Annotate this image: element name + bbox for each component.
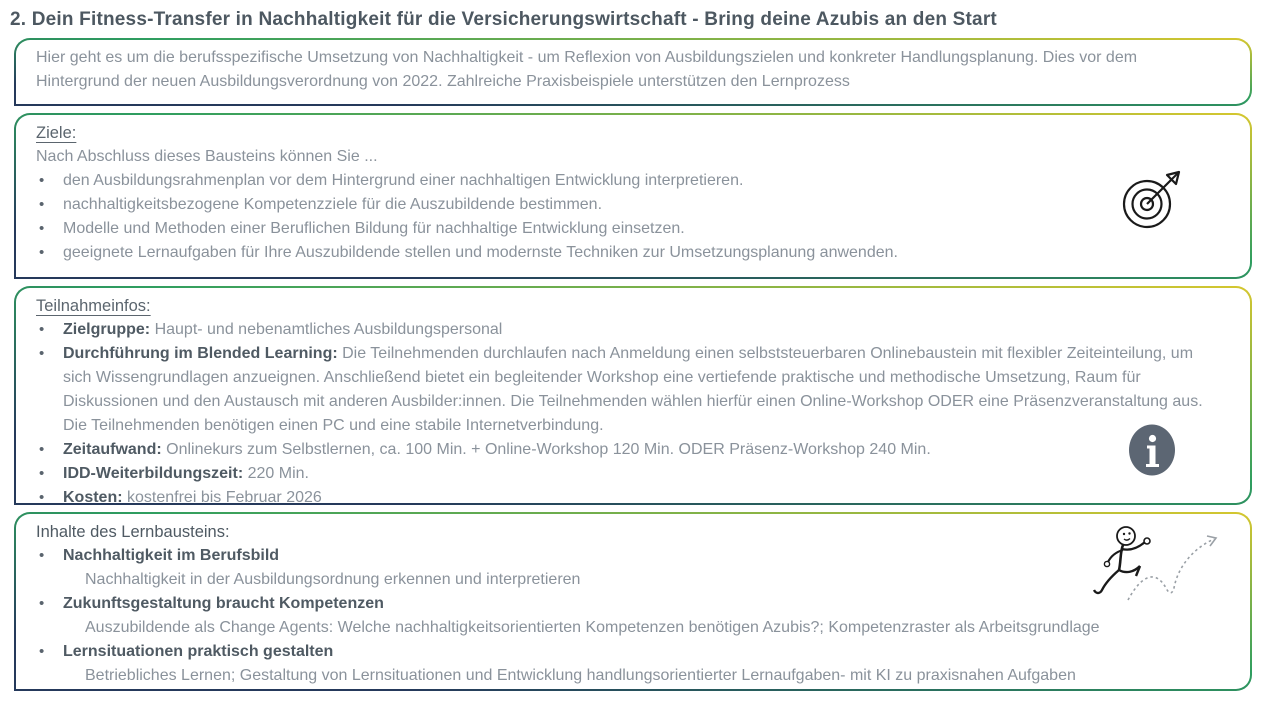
ziele-box-content xyxy=(16,115,1250,277)
item-title: • Lernsituationen praktisch gestalten xyxy=(63,643,334,660)
item-text: Haupt- und nebenamtliches Ausbildungspersonal xyxy=(154,321,503,338)
list-item: • den Ausbildungsrahmenplan vor dem Hintergrund einer nachhaltigen Entwicklung interpretieren. xyxy=(36,169,1224,193)
list-item xyxy=(36,342,1224,438)
intro-box-content xyxy=(16,40,1250,104)
item-text: kostenfrei bis Februar 2026 xyxy=(127,489,322,503)
ziele-intro-line: Nach Abschluss dieses Bausteins können Sie ... xyxy=(36,148,378,165)
item-label: IDD-Weiterbildungszeit: xyxy=(63,465,244,482)
ziele-box xyxy=(14,113,1252,279)
item-title: • Nachhaltigkeit im Berufsbild xyxy=(63,547,280,564)
list-item xyxy=(36,592,1224,640)
item-label: Durchführung im Blended Learning: xyxy=(63,345,338,362)
item-title: • Zukunftsgestaltung braucht Kompetenzen xyxy=(63,595,384,612)
teilnahme-list xyxy=(36,318,1224,503)
item-text: Onlinekurs zum Selbstlernen, ca. 100 Min. + Online-Workshop 120 Min. ODER Präsenz-Workshop 240 Min. xyxy=(166,441,931,458)
inhalte-box-content xyxy=(16,514,1250,689)
inhalte-list xyxy=(36,544,1224,688)
item-label: Zeitaufwand: xyxy=(63,441,162,458)
page-title: 2. Dein Fitness-Transfer in Nachhaltigkeit für die Versicherungswirtschaft - Bring deine Azubis an den Start xyxy=(10,9,997,30)
list-item xyxy=(36,462,1224,486)
ziele-heading: Ziele: xyxy=(36,124,77,142)
item-detail: Betriebliches Lernen; Gestaltung von Lernsituationen und Entwicklung handlungsorientierter Lernaufgaben- mit KI zu praxisnahen Aufgaben xyxy=(85,667,1076,684)
teilnahme-box xyxy=(14,286,1252,505)
list-item xyxy=(36,438,1224,462)
item-text: 220 Min. xyxy=(247,465,309,482)
info-icon xyxy=(1128,424,1176,476)
item-label: Zielgruppe: xyxy=(63,321,151,338)
teilnahme-box-content xyxy=(16,288,1250,503)
list-item xyxy=(36,640,1224,688)
intro-box xyxy=(14,38,1252,106)
item-text: Die Teilnehmenden durchlaufen nach Anmeldung einen selbststeuerbaren Onlinebaustein mit flexibler Zeiteinteilung, um sich Wissengrundlagen anzueignen. Anschließend bietet ein begleitender Workshop eine vertiefende praktische und methodische Umsetzung, Raum für Diskussionen und den Austausch mit anderen Ausbilder:innen. Die Teilnehmenden wählen hierfür einen Online-Workshop ODER eine Präsenzveranstaltung aus. Die Teilnehmenden benötigen einen PC und eine stabile Internetverbindung. xyxy=(63,345,1203,434)
runner-icon xyxy=(1090,518,1226,610)
ziele-list xyxy=(36,169,1224,265)
list-item: • nachhaltigkeitsbezogene Kompetenzziele für die Auszubildende bestimmen. xyxy=(36,193,1224,217)
inhalte-heading: Inhalte des Lernbausteins: xyxy=(36,523,230,541)
item-detail: Auszubildende als Change Agents: Welche nachhaltigkeitsorientierten Kompetenzen benötigen Azubis?; Kompetenzraster als Arbeitsgrundlage xyxy=(85,619,1100,636)
list-item xyxy=(36,544,1224,592)
list-item xyxy=(36,486,1224,503)
list-item xyxy=(36,318,1224,342)
intro-text: Hier geht es um die berufsspezifische Umsetzung von Nachhaltigkeit - um Reflexion von Ausbildungszielen und konkreter Handlungsplanung. Dies vor dem Hintergrund der neuen Ausbildungsverordnung von 2022. Zahlreiche Praxisbeispiele unterstützen den Lernprozess xyxy=(36,49,1138,90)
inhalte-box xyxy=(14,512,1252,691)
item-label: Kosten: xyxy=(63,489,123,503)
list-item: • Modelle und Methoden einer Beruflichen Bildung für nachhaltige Entwicklung einsetzen. xyxy=(36,217,1224,241)
target-icon xyxy=(1120,167,1184,231)
teilnahme-heading: Teilnahmeinfos: xyxy=(36,297,151,315)
item-detail: Nachhaltigkeit in der Ausbildungsordnung erkennen und interpretieren xyxy=(85,571,581,588)
list-item: • geeignete Lernaufgaben für Ihre Auszubildende stellen und modernste Techniken zur Umsetzungsplanung anwenden. xyxy=(36,241,1224,265)
